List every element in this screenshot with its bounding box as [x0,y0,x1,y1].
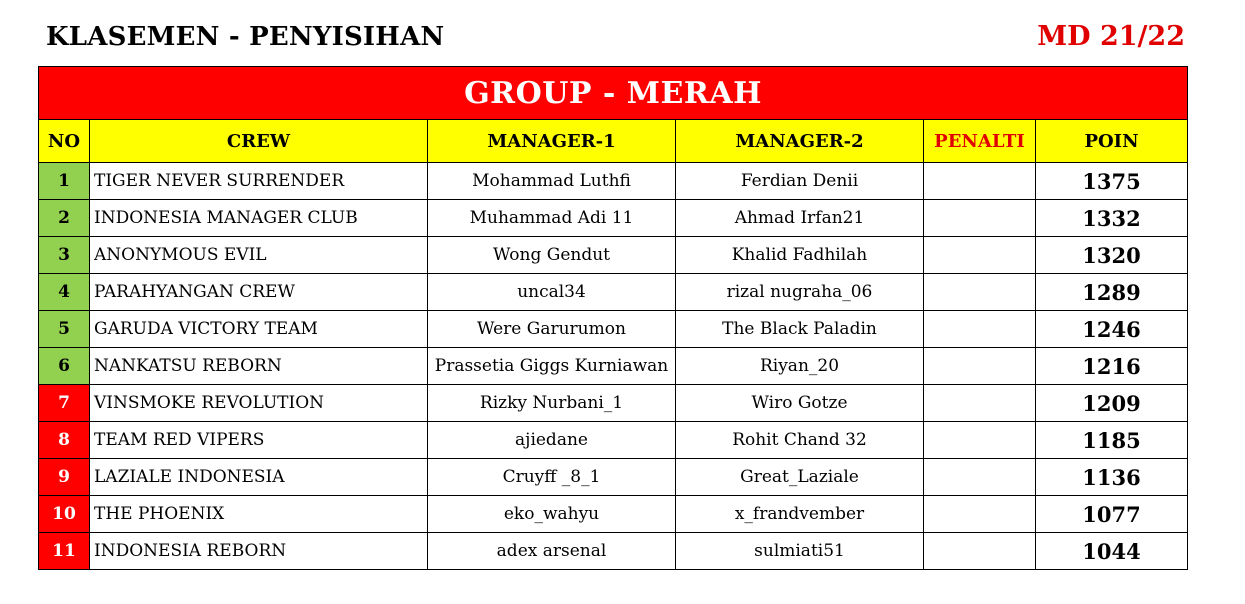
manager-2-name: x_frandvember [676,496,924,533]
crew-name: VINSMOKE REVOLUTION [90,385,428,422]
rank-number: 9 [39,459,90,496]
column-header-crew: CREW [90,120,428,163]
points-value: 1044 [1036,533,1188,570]
page-title: KLASEMEN - PENYISIHAN [46,22,445,52]
manager-1-name: Rizky Nurbani_1 [428,385,676,422]
crew-name: THE PHOENIX [90,496,428,533]
table-row [39,459,1188,496]
points-value: 1209 [1036,385,1188,422]
crew-name: TIGER NEVER SURRENDER [90,163,428,200]
manager-1-name: eko_wahyu [428,496,676,533]
rank-number: 5 [39,311,90,348]
table-row [39,348,1188,385]
manager-2-name: rizal nugraha_06 [676,274,924,311]
column-header-row [39,120,1188,163]
manager-2-name: Wiro Gotze [676,385,924,422]
crew-name: LAZIALE INDONESIA [90,459,428,496]
manager-1-name: Wong Gendut [428,237,676,274]
manager-2-name: Rohit Chand 32 [676,422,924,459]
column-header-penalty: PENALTI [924,120,1036,163]
crew-name: INDONESIA MANAGER CLUB [90,200,428,237]
table-row [39,200,1188,237]
table-row [39,533,1188,570]
manager-2-name: Ferdian Denii [676,163,924,200]
manager-2-name: Riyan_20 [676,348,924,385]
penalty-value [924,200,1036,237]
points-value: 1246 [1036,311,1188,348]
matchday-label: MD 21/22 [1037,21,1185,52]
table-row [39,274,1188,311]
points-value: 1332 [1036,200,1188,237]
penalty-value [924,311,1036,348]
standings-table [38,66,1188,570]
table-row [39,163,1188,200]
manager-2-name: sulmiati51 [676,533,924,570]
group-banner-row [39,67,1188,120]
crew-name: ANONYMOUS EVIL [90,237,428,274]
column-header-points: POIN [1036,120,1188,163]
points-value: 1320 [1036,237,1188,274]
crew-name: INDONESIA REBORN [90,533,428,570]
crew-name: TEAM RED VIPERS [90,422,428,459]
manager-2-name: Great_Laziale [676,459,924,496]
manager-1-name: uncal34 [428,274,676,311]
points-value: 1185 [1036,422,1188,459]
table-row [39,311,1188,348]
penalty-value [924,422,1036,459]
crew-name: GARUDA VICTORY TEAM [90,311,428,348]
rank-number: 4 [39,274,90,311]
manager-2-name: Ahmad Irfan21 [676,200,924,237]
table-row [39,237,1188,274]
column-header-manager-2: MANAGER-2 [676,120,924,163]
penalty-value [924,348,1036,385]
table-row [39,422,1188,459]
standings-body [39,163,1188,570]
penalty-value [924,496,1036,533]
manager-1-name: Prassetia Giggs Kurniawan [428,348,676,385]
rank-number: 3 [39,237,90,274]
points-value: 1077 [1036,496,1188,533]
rank-number: 7 [39,385,90,422]
rank-number: 1 [39,163,90,200]
rank-number: 8 [39,422,90,459]
column-header-no: NO [39,120,90,163]
manager-2-name: Khalid Fadhilah [676,237,924,274]
points-value: 1136 [1036,459,1188,496]
table-row [39,385,1188,422]
manager-1-name: Were Garurumon [428,311,676,348]
column-header-manager-1: MANAGER-1 [428,120,676,163]
penalty-value [924,533,1036,570]
manager-2-name: The Black Paladin [676,311,924,348]
manager-1-name: Cruyff _8_1 [428,459,676,496]
manager-1-name: Muhammad Adi 11 [428,200,676,237]
rank-number: 2 [39,200,90,237]
penalty-value [924,274,1036,311]
rank-number: 11 [39,533,90,570]
page-header [0,18,1245,62]
crew-name: NANKATSU REBORN [90,348,428,385]
group-title: GROUP - MERAH [39,67,1188,120]
table-row [39,496,1188,533]
manager-1-name: adex arsenal [428,533,676,570]
manager-1-name: Mohammad Luthfi [428,163,676,200]
rank-number: 10 [39,496,90,533]
points-value: 1216 [1036,348,1188,385]
manager-1-name: ajiedane [428,422,676,459]
penalty-value [924,163,1036,200]
points-value: 1375 [1036,163,1188,200]
points-value: 1289 [1036,274,1188,311]
rank-number: 6 [39,348,90,385]
penalty-value [924,459,1036,496]
penalty-value [924,385,1036,422]
crew-name: PARAHYANGAN CREW [90,274,428,311]
penalty-value [924,237,1036,274]
